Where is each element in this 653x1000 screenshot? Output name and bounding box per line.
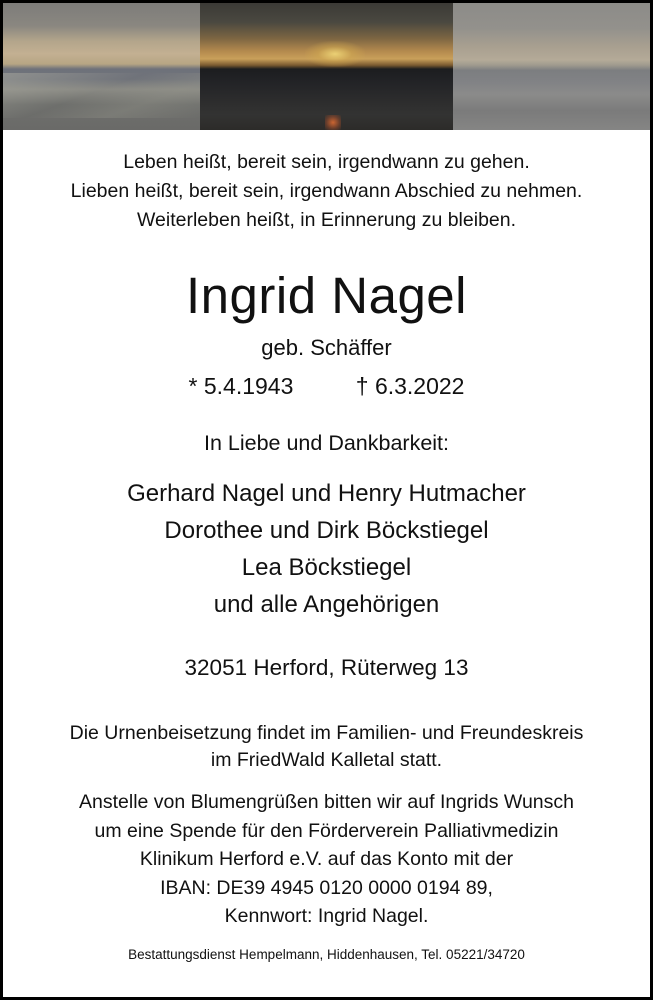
photo-panel-left <box>3 3 200 130</box>
mourner-line: Lea Böckstiegel <box>241 554 412 581</box>
birth-date: * 5.4.1943 <box>188 373 294 399</box>
mourner-line: Dorothee und Dirk Böckstiegel <box>164 517 489 544</box>
burial-info <box>3 720 650 774</box>
verse-line: Weiterleben heißt, in Erinnerung zu bleiben. <box>136 209 517 231</box>
mourners-intro: In Liebe und Dankbarkeit: <box>203 431 450 455</box>
death-date: † 6.3.2022 <box>355 373 465 399</box>
burial-line: im FriedWald Kalletal statt. <box>210 749 443 771</box>
mourners-list <box>3 475 650 623</box>
photo-panel-right <box>453 3 650 130</box>
verse-line: Leben heißt, bereit sein, irgendwann zu gehen. <box>123 151 530 173</box>
memorial-verse <box>3 148 650 235</box>
mourner-line: Gerhard Nagel und Henry Hutmacher <box>127 480 526 507</box>
maiden-name: geb. Schäffer <box>261 335 392 360</box>
verse-line: Lieben heißt, bereit sein, irgendwann Abschied zu nehmen. <box>70 180 583 202</box>
family-address: 32051 Herford, Rüterweg 13 <box>184 655 469 680</box>
burial-line: Die Urnenbeisetzung findet im Familien- und Freundeskreis <box>69 722 584 744</box>
header-photo <box>3 3 650 130</box>
life-dates <box>3 369 650 403</box>
donation-info <box>3 788 650 931</box>
photo-panel-center-sunset <box>200 3 453 130</box>
iban-line: IBAN: DE39 4945 0120 0000 0194 89, <box>160 876 493 899</box>
donation-line: um eine Spende für den Förderverein Palliativmedizin <box>94 819 559 842</box>
deceased-name: Ingrid Nagel <box>186 267 467 324</box>
donation-line: Anstelle von Blumengrüßen bitten wir auf Ingrids Wunsch <box>79 791 574 813</box>
donation-line: Klinikum Herford e.V. auf das Konto mit der <box>139 848 514 870</box>
funeral-service-credit: Bestattungsdienst Hempelmann, Hiddenhausen, Tel. 05221/34720 <box>128 947 525 962</box>
keyword-line: Kennwort: Ingrid Nagel. <box>224 905 429 927</box>
mourner-line: und alle Angehörigen <box>213 591 440 618</box>
obituary-notice <box>3 3 650 997</box>
